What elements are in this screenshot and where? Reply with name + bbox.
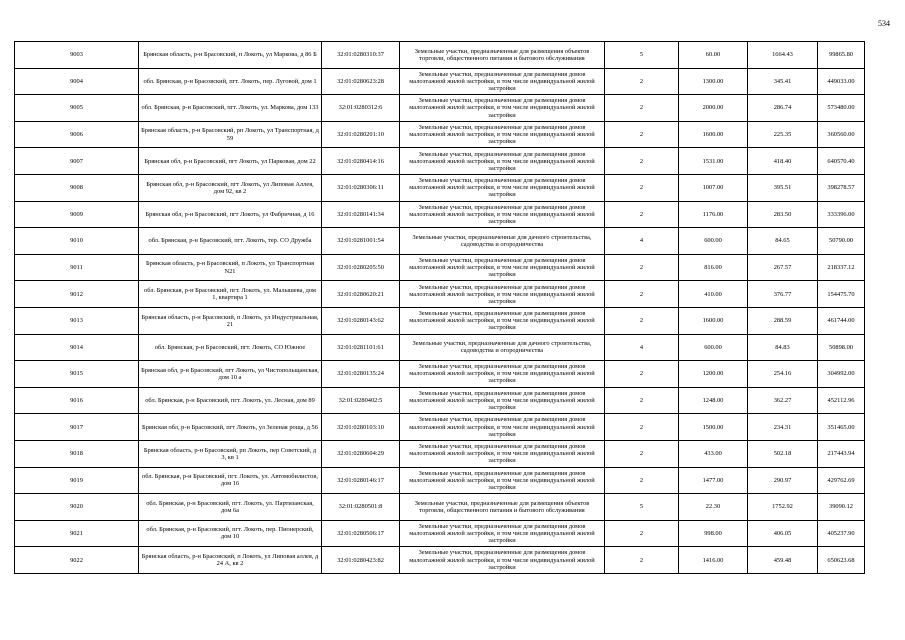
- group-cell: 2: [605, 307, 679, 334]
- area-cell: 2000.00: [679, 95, 748, 122]
- table-row: [15, 254, 865, 281]
- area-cell: 816.00: [679, 254, 748, 281]
- land-use-cell: Земельные участки, предназначенные для размещения объектов торговли, общественного питания и бытового обслуживания: [400, 494, 605, 521]
- area-cell: 600.00: [679, 228, 748, 255]
- specific-value-cell: 286.74: [748, 95, 818, 122]
- land-use-cell: Земельные участки, предназначенные для размещения домов малоэтажной жилой застройки, в том числе индивидуальной жилой застройки: [400, 68, 605, 95]
- group-cell: 5: [605, 42, 679, 69]
- address-cell: Брянская обл, р-н Брасовский, пгт Локоть, ул Чистопольщанская, дом 10 а: [139, 361, 322, 388]
- land-use-cell: Земельные участки, предназначенные для размещения домов малоэтажной жилой застройки, в том числе индивидуальной жилой застройки: [400, 547, 605, 574]
- cadastral-value-cell: 50790.00: [818, 228, 865, 255]
- group-cell: 2: [605, 201, 679, 228]
- group-cell: 2: [605, 520, 679, 547]
- specific-value-cell: 418.40: [748, 148, 818, 175]
- cadastral-number-cell: 32:01:0280506:17: [322, 520, 400, 547]
- cadastral-value-cell: 640570.40: [818, 148, 865, 175]
- cadastral-value-cell: 452112.96: [818, 387, 865, 414]
- table-row: [15, 42, 865, 69]
- address-cell: Брянская область, р-н Брасовский, п Локоть, ул Липовая аллея, д 24 А, кв 2: [139, 547, 322, 574]
- row-number-cell: 9006: [15, 121, 139, 148]
- cadastral-number-cell: 32:01:0280414:16: [322, 148, 400, 175]
- row-number-cell: 9021: [15, 520, 139, 547]
- row-number-cell: 9016: [15, 387, 139, 414]
- table-row: [15, 95, 865, 122]
- area-cell: 1600.00: [679, 121, 748, 148]
- cadastral-value-cell: 217443.94: [818, 440, 865, 467]
- area-cell: 1416.00: [679, 547, 748, 574]
- row-number-cell: 9010: [15, 228, 139, 255]
- row-number-cell: 9018: [15, 440, 139, 467]
- cadastral-value-cell: 351465.00: [818, 414, 865, 441]
- cadastral-number-cell: 32:01:0280423:82: [322, 547, 400, 574]
- cadastral-number-cell: 32:01:0280501:8: [322, 494, 400, 521]
- specific-value-cell: 225.35: [748, 121, 818, 148]
- group-cell: 2: [605, 281, 679, 308]
- page-number: 534: [878, 19, 890, 28]
- row-number-cell: 9005: [15, 95, 139, 122]
- group-cell: 2: [605, 148, 679, 175]
- land-use-cell: Земельные участки, предназначенные для размещения домов малоэтажной жилой застройки, в том числе индивидуальной жилой застройки: [400, 95, 605, 122]
- table-row: [15, 334, 865, 361]
- area-cell: 1500.00: [679, 414, 748, 441]
- group-cell: 2: [605, 174, 679, 201]
- cadastral-value-cell: 461744.00: [818, 307, 865, 334]
- area-cell: 1477.00: [679, 467, 748, 494]
- cadastral-number-cell: 32:01:0280205:50: [322, 254, 400, 281]
- table-row: [15, 307, 865, 334]
- area-cell: 1248.00: [679, 387, 748, 414]
- table-row: [15, 440, 865, 467]
- row-number-cell: 9019: [15, 467, 139, 494]
- address-cell: Брянская обл, р-н Брасовский, пгт Локоть, ул Зеленая роща, д 56: [139, 414, 322, 441]
- row-number-cell: 9015: [15, 361, 139, 388]
- area-cell: 1531.00: [679, 148, 748, 175]
- land-plots-table: [14, 41, 865, 574]
- land-use-cell: Земельные участки, предназначенные для размещения домов малоэтажной жилой застройки, в том числе индивидуальной жилой застройки: [400, 121, 605, 148]
- address-cell: Брянская область, р-н Брасовский, рп Локоть, пер Советский, д 3, кв 1: [139, 440, 322, 467]
- address-cell: обл. Брянская, р-н Брасовский, пгт. Локоть, ул. Автомобилистов, дом 16: [139, 467, 322, 494]
- cadastral-value-cell: 99865.80: [818, 42, 865, 69]
- table-row: [15, 121, 865, 148]
- row-number-cell: 9003: [15, 42, 139, 69]
- cadastral-number-cell: 32:01:0280201:10: [322, 121, 400, 148]
- cadastral-number-cell: 32:01:0281101:61: [322, 334, 400, 361]
- table-row: [15, 68, 865, 95]
- cadastral-value-cell: 449033.00: [818, 68, 865, 95]
- row-number-cell: 9011: [15, 254, 139, 281]
- address-cell: обл. Брянская, р-н Брасовский, пгт. Локоть, пер. Луговой, дом 1: [139, 68, 322, 95]
- specific-value-cell: 84.65: [748, 228, 818, 255]
- group-cell: 2: [605, 361, 679, 388]
- cadastral-value-cell: 218337.12: [818, 254, 865, 281]
- specific-value-cell: 376.77: [748, 281, 818, 308]
- cadastral-value-cell: 429762.69: [818, 467, 865, 494]
- cadastral-number-cell: 32:01:0281001:54: [322, 228, 400, 255]
- cadastral-number-cell: 32:01:0280103:10: [322, 414, 400, 441]
- table-row: [15, 494, 865, 521]
- land-use-cell: Земельные участки, предназначенные для размещения домов малоэтажной жилой застройки, в том числе индивидуальной жилой застройки: [400, 414, 605, 441]
- table-row: [15, 387, 865, 414]
- cadastral-value-cell: 154475.70: [818, 281, 865, 308]
- land-use-cell: Земельные участки, предназначенные для размещения домов малоэтажной жилой застройки, в том числе индивидуальной жилой застройки: [400, 467, 605, 494]
- group-cell: 2: [605, 467, 679, 494]
- land-use-cell: Земельные участки, предназначенные для размещения объектов торговли, общественного питания и бытового обслуживания: [400, 42, 605, 69]
- row-number-cell: 9022: [15, 547, 139, 574]
- address-cell: обл. Брянская, р-н Брасовский, пгт. Локоть, ул. Маркова, дом 133: [139, 95, 322, 122]
- land-use-cell: Земельные участки, предназначенные для дачного строительства, садоводства и огородничества: [400, 334, 605, 361]
- address-cell: Брянская область, р-н Брасовский, рп Локоть, ул Транспортная, д 59: [139, 121, 322, 148]
- row-number-cell: 9008: [15, 174, 139, 201]
- table-row: [15, 281, 865, 308]
- table-row: [15, 361, 865, 388]
- row-number-cell: 9020: [15, 494, 139, 521]
- address-cell: обл. Брянская, р-н Брасовский, пгт. Локоть, пер. Пионерский, дом 10: [139, 520, 322, 547]
- specific-value-cell: 84.83: [748, 334, 818, 361]
- address-cell: Брянская область, р-н Брасовский, п Локоть, ул Транспортная N21: [139, 254, 322, 281]
- land-use-cell: Земельные участки, предназначенные для размещения домов малоэтажной жилой застройки, в том числе индивидуальной жилой застройки: [400, 361, 605, 388]
- row-number-cell: 9013: [15, 307, 139, 334]
- specific-value-cell: 406.05: [748, 520, 818, 547]
- address-cell: Брянская обл, р-н Брасовский, пгт Локоть, ул Фабричная, д 16: [139, 201, 322, 228]
- cadastral-number-cell: 32:01:0280146:17: [322, 467, 400, 494]
- address-cell: Брянская обл, р-н Брасовский, пгт Локоть, ул Парковая, дом 22: [139, 148, 322, 175]
- row-number-cell: 9012: [15, 281, 139, 308]
- cadastral-value-cell: 405237.90: [818, 520, 865, 547]
- cadastral-number-cell: 32:01:0280604:29: [322, 440, 400, 467]
- area-cell: 998.00: [679, 520, 748, 547]
- area-cell: 433.00: [679, 440, 748, 467]
- row-number-cell: 9004: [15, 68, 139, 95]
- specific-value-cell: 395.51: [748, 174, 818, 201]
- group-cell: 4: [605, 334, 679, 361]
- address-cell: обл. Брянская, р-н Брасовский, пгт. Локоть, ул. Малышева, дом 1, квартира 1: [139, 281, 322, 308]
- cadastral-number-cell: 32:01:0280135:24: [322, 361, 400, 388]
- cadastral-value-cell: 573480.00: [818, 95, 865, 122]
- area-cell: 1007.00: [679, 174, 748, 201]
- group-cell: 2: [605, 254, 679, 281]
- table-row: [15, 148, 865, 175]
- address-cell: Брянская область, р-н Брасовский, п Локоть, ул Маркова, д 86 Б: [139, 42, 322, 69]
- address-cell: обл. Брянская, р-н Брасовский, пгт. Локоть, ул. Лесная, дом 89: [139, 387, 322, 414]
- land-use-cell: Земельные участки, предназначенные для размещения домов малоэтажной жилой застройки, в том числе индивидуальной жилой застройки: [400, 148, 605, 175]
- cadastral-value-cell: 39090.12: [818, 494, 865, 521]
- row-number-cell: 9009: [15, 201, 139, 228]
- land-use-cell: Земельные участки, предназначенные для размещения домов малоэтажной жилой застройки, в том числе индивидуальной жилой застройки: [400, 281, 605, 308]
- table-body: [15, 42, 865, 574]
- table-row: [15, 520, 865, 547]
- specific-value-cell: 459.48: [748, 547, 818, 574]
- cadastral-number-cell: 32:01:0280143:62: [322, 307, 400, 334]
- group-cell: 2: [605, 121, 679, 148]
- land-use-cell: Земельные участки, предназначенные для дачного строительства, садоводства и огородничества: [400, 228, 605, 255]
- cadastral-value-cell: 304992.00: [818, 361, 865, 388]
- address-cell: Брянская область, р-н Брасовский, п Локоть, ул Индустриальная, 21: [139, 307, 322, 334]
- table-row: [15, 547, 865, 574]
- land-use-cell: Земельные участки, предназначенные для размещения домов малоэтажной жилой застройки, в том числе индивидуальной жилой застройки: [400, 307, 605, 334]
- specific-value-cell: 288.59: [748, 307, 818, 334]
- row-number-cell: 9014: [15, 334, 139, 361]
- cadastral-value-cell: 333396.00: [818, 201, 865, 228]
- area-cell: 1200.00: [679, 361, 748, 388]
- cadastral-value-cell: 650623.68: [818, 547, 865, 574]
- row-number-cell: 9017: [15, 414, 139, 441]
- area-cell: 410.00: [679, 281, 748, 308]
- specific-value-cell: 254.16: [748, 361, 818, 388]
- group-cell: 2: [605, 68, 679, 95]
- cadastral-number-cell: 32:01:0280306:11: [322, 174, 400, 201]
- address-cell: обл. Брянская, р-н Брасовский, пгт. Локоть, СО Южное: [139, 334, 322, 361]
- specific-value-cell: 1664.43: [748, 42, 818, 69]
- land-use-cell: Земельные участки, предназначенные для размещения домов малоэтажной жилой застройки, в том числе индивидуальной жилой застройки: [400, 387, 605, 414]
- row-number-cell: 9007: [15, 148, 139, 175]
- area-cell: 22.30: [679, 494, 748, 521]
- cadastral-number-cell: 32:01:0280310:37: [322, 42, 400, 69]
- table-row: [15, 414, 865, 441]
- area-cell: 600.00: [679, 334, 748, 361]
- area-cell: 1600.00: [679, 307, 748, 334]
- group-cell: 2: [605, 95, 679, 122]
- table-row: [15, 174, 865, 201]
- cadastral-value-cell: 50898.00: [818, 334, 865, 361]
- cadastral-value-cell: 398278.57: [818, 174, 865, 201]
- land-use-cell: Земельные участки, предназначенные для размещения домов малоэтажной жилой застройки, в том числе индивидуальной жилой застройки: [400, 174, 605, 201]
- table-row: [15, 467, 865, 494]
- specific-value-cell: 290.97: [748, 467, 818, 494]
- cadastral-number-cell: 32:01:0280141:34: [322, 201, 400, 228]
- group-cell: 2: [605, 387, 679, 414]
- specific-value-cell: 345.41: [748, 68, 818, 95]
- area-cell: 60.00: [679, 42, 748, 69]
- cadastral-number-cell: 32:01:0280402:5: [322, 387, 400, 414]
- table-row: [15, 201, 865, 228]
- specific-value-cell: 267.57: [748, 254, 818, 281]
- group-cell: 4: [605, 228, 679, 255]
- table-row: [15, 228, 865, 255]
- address-cell: Брянская обл, р-н Брасовский, пгт Локоть, ул Липовая Аллея, дом 92, кв 2: [139, 174, 322, 201]
- specific-value-cell: 234.31: [748, 414, 818, 441]
- land-use-cell: Земельные участки, предназначенные для размещения домов малоэтажной жилой застройки, в том числе индивидуальной жилой застройки: [400, 254, 605, 281]
- land-use-cell: Земельные участки, предназначенные для размещения домов малоэтажной жилой застройки, в том числе индивидуальной жилой застройки: [400, 201, 605, 228]
- address-cell: обл. Брянская, р-н Брасовский, пгт. Локоть, тер. СО Дружба: [139, 228, 322, 255]
- specific-value-cell: 502.18: [748, 440, 818, 467]
- specific-value-cell: 362.27: [748, 387, 818, 414]
- area-cell: 1176.00: [679, 201, 748, 228]
- group-cell: 2: [605, 440, 679, 467]
- group-cell: 2: [605, 414, 679, 441]
- address-cell: обл. Брянская, р-н Брасовский, пгт. Локоть, ул. Партизанская, дом 6а: [139, 494, 322, 521]
- group-cell: 5: [605, 494, 679, 521]
- specific-value-cell: 1752.92: [748, 494, 818, 521]
- group-cell: 2: [605, 547, 679, 574]
- cadastral-number-cell: 32:01:0280623:28: [322, 68, 400, 95]
- cadastral-value-cell: 360560.00: [818, 121, 865, 148]
- specific-value-cell: 283.50: [748, 201, 818, 228]
- land-use-cell: Земельные участки, предназначенные для размещения домов малоэтажной жилой застройки, в том числе индивидуальной жилой застройки: [400, 440, 605, 467]
- cadastral-number-cell: 32:01:0280620:21: [322, 281, 400, 308]
- area-cell: 1300.00: [679, 68, 748, 95]
- land-use-cell: Земельные участки, предназначенные для размещения домов малоэтажной жилой застройки, в том числе индивидуальной жилой застройки: [400, 520, 605, 547]
- cadastral-number-cell: 32:01:0280312:6: [322, 95, 400, 122]
